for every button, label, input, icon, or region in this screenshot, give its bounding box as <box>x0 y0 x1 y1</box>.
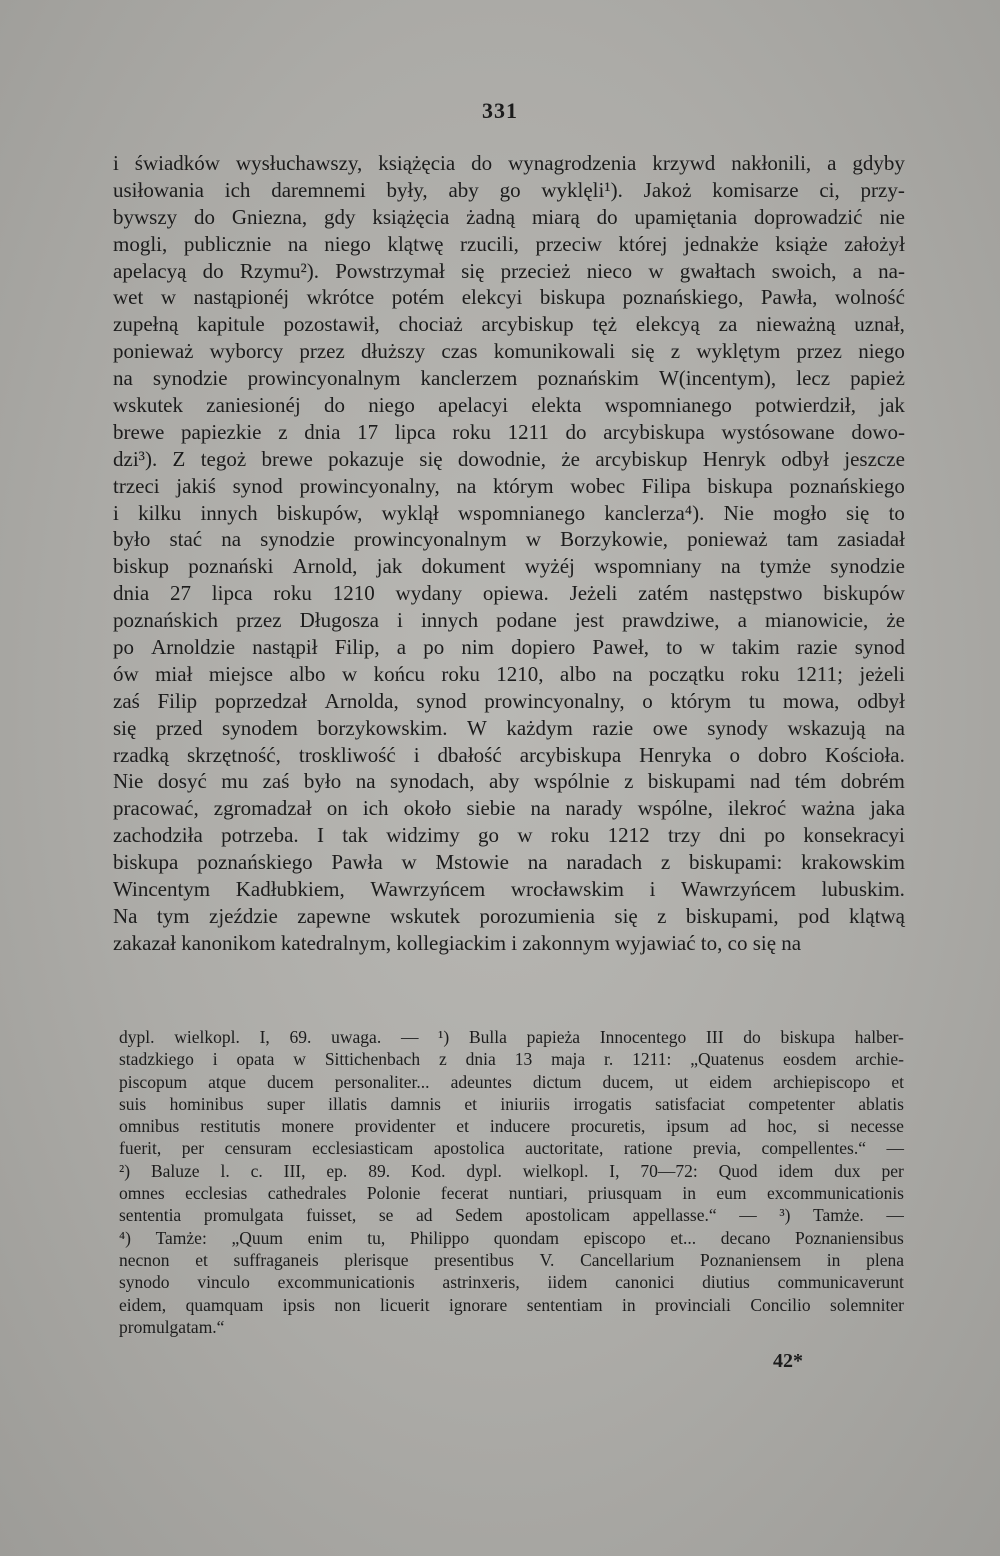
text-line: biskup poznański Arnold, jak dokument wyżéj wspomniany na tymże synodzie <box>113 554 905 579</box>
text-line: było stać na synodzie prowincyonalnym w Borzykowie, ponieważ tam zasiadał <box>113 527 905 552</box>
text-line: ponieważ wyborcy przez dłuższy czas komunikowali się z wyklętym przez niego <box>113 339 905 364</box>
text-line: ów miał miejsce albo w końcu roku 1210, albo na początku roku 1211; jeżeli <box>113 661 905 686</box>
footnote-line: promulgatam.“ <box>119 1316 225 1337</box>
text-line: usiłowania ich daremnemi były, aby go wyklęli¹). Jakoż komisarze ci, przy- <box>113 177 905 202</box>
text-line: pracować, zgromadzał on ich około siebie na narady wspólne, ilekroć ważna jaka <box>113 796 905 821</box>
text-line: biskupa poznańskiego Pawła w Mstowie na naradach z biskupami: krakowskim <box>113 850 905 875</box>
footnote-line: necnon et suffraganeis plerisque presentibus V. Cancellarium Poznaniensem in plena <box>119 1249 904 1270</box>
text-line: i kilku innych biskupów, wyklął wspomnianego kanclerza⁴). Nie mogło się to <box>113 500 905 525</box>
text-line: Na tym zjeździe zapewne wskutek porozumienia się z biskupami, pod klątwą <box>113 903 905 928</box>
text-line: wskutek zaniesionéj do niego apelacyi elekta wspomnianego potwierdził, jak <box>113 393 905 418</box>
text-line: Nie dosyć mu zaś było na synodach, aby wspólnie z biskupami nad tém dobrém <box>113 769 905 794</box>
text-line: brewe papiezkie z dnia 17 lipca roku 1211 do arcybiskupa wystósowane dowo- <box>113 419 905 444</box>
text-line: i świadków wysłuchawszy, książęcia do wynagrodzenia krzywd nakłonili, a gdyby <box>113 151 905 175</box>
signature-mark: 42* <box>773 1350 803 1372</box>
footnote-line: ²) Baluze l. c. III, ep. 89. Kod. dypl. wielkopl. I, 70—72: Quod idem dux per <box>119 1160 904 1181</box>
text-line: rzadką skrzętność, troskliwość i dbałość arcybiskupa Henryka o dobro Kościoła. <box>113 742 905 767</box>
footnote-line: dypl. wielkopl. I, 69. uwaga. — ¹) Bulla papieża Innocentego III do biskupa halber- <box>119 1027 904 1047</box>
text-line: poznańskich przez Długosza i innych podane jest prawdziwe, a mianowicie, że <box>113 608 905 633</box>
text-line: dnia 27 lipca roku 1210 wydany opiewa. Jeżeli zatém następstwo biskupów <box>113 581 905 606</box>
footnote-line: synodo vinculo excommunicationis astrinxeris, iidem canonici diutius communicaverunt <box>119 1272 904 1293</box>
text-line: zakazał kanonikom katedralnym, kollegiackim i zakonnym wyjawiać to, co się na <box>113 930 802 955</box>
text-line: trzeci jakiś synod prowincyonalny, na którym wobec Filipa biskupa poznańskiego <box>113 473 905 498</box>
text-line: Wincentym Kadłubkiem, Wawrzyńcem wrocławskim i Wawrzyńcem lubuskim. <box>113 877 905 902</box>
text-line: po Arnoldzie nastąpił Filip, a po nim dopiero Paweł, to w takim razie synod <box>113 635 905 660</box>
text-line: dzi³). Z tegoż brewe pokazuje się dowodnie, że arcybiskup Henryk odbył jeszcze <box>113 446 905 471</box>
footnote-line: sententia promulgata fuisset, se ad Sedem apostolicam appellasse.“ — ³) Tamże. — <box>119 1205 904 1226</box>
footnote-line: piscopum atque ducem personaliter... adeuntes dictum ducem, ut eidem archiepiscopo et <box>119 1071 904 1092</box>
text-line: się przed synodem borzykowskim. W każdym razie owe synody wskazują na <box>113 715 905 740</box>
main-text <box>113 150 905 957</box>
text-line: apelacyą do Rzymu²). Powstrzymał się przecież nieco w gwałtach swoich, a na- <box>113 258 905 283</box>
text-line: bywszy do Gniezna, gdy książęcia żadną miarą do upamiętania doprowadzić nie <box>113 204 905 229</box>
text-line: na synodzie prowincyonalnym kanclerzem poznańskim W(incentym), lecz papież <box>113 366 905 391</box>
footnotes <box>119 1026 904 1338</box>
text-line: zaś Filip poprzedzał Arnolda, synod prowincyonalny, o którym tu mowa, odbył <box>113 688 905 713</box>
footnote-line: stadzkiego i opata w Sittichenbach z dnia 13 maja r. 1211: „Quatenus eosdem archie- <box>119 1049 904 1070</box>
footnote-line: ⁴) Tamże: „Quum enim tu, Philippo quondam episcopo et... decano Poznaniensibus <box>119 1227 904 1248</box>
text-line: zachodziła potrzeba. I tak widzimy go w roku 1212 trzy dni po konsekracyi <box>113 823 905 848</box>
footnote-line: eidem, quamquam ipsis non licuerit ignorare sententiam in provinciali Concilio solemniter <box>119 1294 904 1315</box>
footnote-line: omnibus restitutis monere providenter et inducere procuretis, ipsum ad hoc, si necesse <box>119 1116 904 1137</box>
footnote-line: suis hominibus super illatis damnis et iniuriis irrogatis satisfaciat competenter ablatis <box>119 1093 904 1114</box>
text-line: wet w nastąpionéj wkrótce potém elekcyi biskupa poznańskiego, Pawła, wolność <box>113 285 905 310</box>
footnote-line: omnes ecclesias cathedrales Polonie fecerat nuntiari, priusquam in eum excommunicationis <box>119 1183 904 1204</box>
text-line: zupełną kapitule pozostawił, chociaż arcybiskup tęż elekcyą za nieważną uznał, <box>113 312 905 337</box>
page-number: 331 <box>482 98 518 123</box>
footnote-line: fuerit, per censuram ecclesiasticam apostolica auctoritate, ratione previa, compellentes.“ — <box>119 1138 904 1159</box>
text-line: mogli, publicznie na niego klątwę rzucili, przeciw której jednakże książe założył <box>113 231 905 256</box>
